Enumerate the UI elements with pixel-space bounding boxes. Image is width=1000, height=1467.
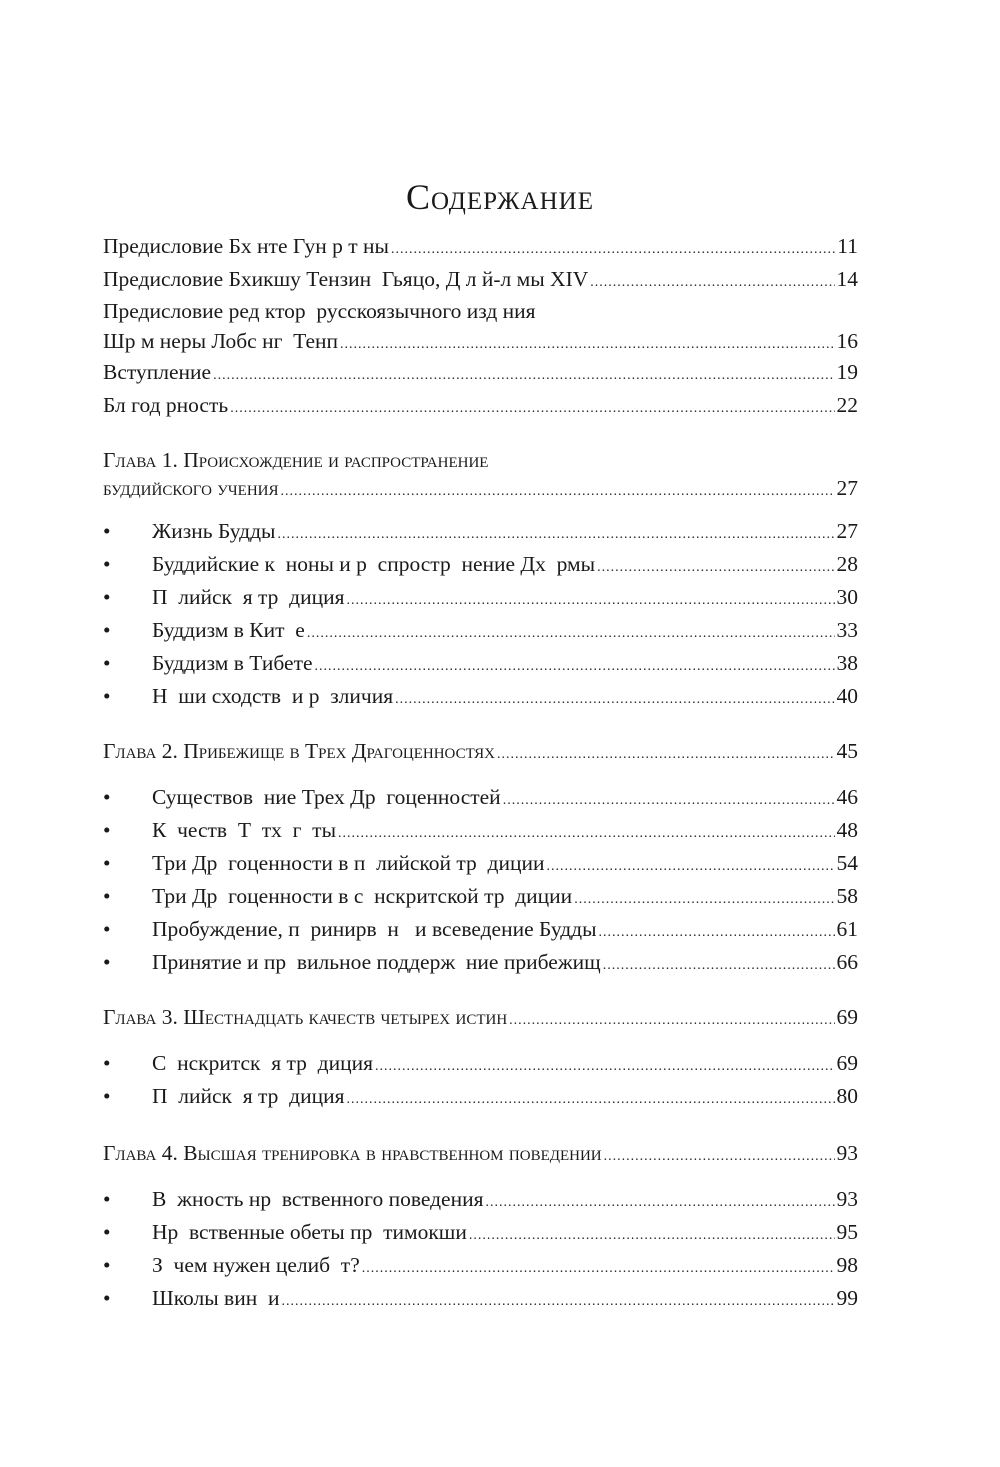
toc-entry[interactable] — [103, 263, 858, 296]
toc-subentry[interactable] — [103, 1282, 858, 1315]
toc-subentry[interactable] — [103, 1216, 858, 1249]
entry-label: Предисловие Бхикшу Тензин Гьяцо, Д л й-л мы XIV — [103, 267, 589, 291]
dot-leader — [604, 1137, 835, 1173]
entry-page: 30 — [836, 585, 858, 609]
toc-subentry[interactable] — [103, 847, 858, 880]
entry-label: • Жизнь Будды — [152, 519, 276, 543]
dot-leader — [574, 880, 834, 916]
entry-page: 58 — [836, 884, 858, 908]
entry-label: • С нскритск я тр диция — [152, 1051, 374, 1075]
entry-label-line1: Предисловие ред ктор русскоязычного изд ния — [103, 299, 536, 323]
toc-entry[interactable] — [103, 326, 858, 356]
dot-leader — [315, 647, 835, 683]
entry-page: 99 — [836, 1286, 858, 1310]
entry-label: • З чем нужен целиб т? — [152, 1253, 360, 1277]
dot-leader — [347, 581, 835, 617]
toc-subentry[interactable] — [103, 1183, 858, 1216]
entry-page: 93 — [836, 1187, 858, 1211]
entry-page: 69 — [836, 1051, 858, 1075]
dot-leader — [338, 814, 834, 850]
toc-subentry[interactable] — [103, 647, 858, 680]
entry-label: Бл год рность — [103, 393, 229, 417]
toc-subentry[interactable] — [103, 1249, 858, 1282]
dot-leader — [391, 230, 835, 266]
dot-leader — [509, 1001, 834, 1037]
entry-label: • Три Др гоценности в п лийской тр диции — [152, 851, 545, 875]
entry-label: Шр м неры Лобс нг Тенп — [103, 329, 339, 353]
chapter-page: 27 — [836, 476, 858, 500]
table-of-contents — [103, 230, 858, 1315]
dot-leader — [375, 1047, 834, 1083]
toc-entry[interactable] — [103, 230, 858, 263]
toc-subentry[interactable] — [103, 880, 858, 913]
entry-page: 98 — [836, 1253, 858, 1277]
entry-page: 16 — [836, 329, 858, 353]
dot-leader — [340, 326, 834, 360]
toc-subentry[interactable] — [103, 781, 858, 814]
chapter-title-line1: Глава 1. Происхождение и распространение — [103, 448, 489, 472]
entry-page: 38 — [836, 651, 858, 675]
toc-subentry[interactable] — [103, 548, 858, 581]
entry-page: 14 — [836, 267, 858, 291]
chapter-heading[interactable] — [103, 446, 858, 502]
entry-label: • Буддизм в Кит е — [152, 618, 305, 642]
dot-leader — [597, 548, 834, 584]
entry-label: • Н ши сходств и р зличия — [152, 684, 394, 708]
entry-label: • Нр вственные обеты пр тимокши — [152, 1220, 467, 1244]
toc-subentry[interactable] — [103, 614, 858, 647]
entry-page: 61 — [836, 917, 858, 941]
toc-subentry[interactable] — [103, 581, 858, 614]
entry-label: • Принятие и пр вильное поддерж ние прибежищ — [152, 950, 601, 974]
dot-leader — [497, 735, 834, 771]
entry-label: • Существов ние Трех Др гоценностей — [152, 785, 501, 809]
entry-page: 80 — [836, 1084, 858, 1108]
toc-entry[interactable] — [103, 356, 858, 389]
entry-page: 46 — [836, 785, 858, 809]
dot-leader — [546, 847, 834, 883]
dot-leader — [277, 515, 834, 551]
entry-page: 28 — [836, 552, 858, 576]
dot-leader — [281, 474, 835, 506]
chapter-page: 93 — [836, 1141, 858, 1165]
dot-leader — [503, 781, 835, 817]
chapter-page: 45 — [836, 739, 858, 763]
entry-label: • Пробуждение, п ринирв н и всеведение Будды — [152, 917, 597, 941]
entry-label: • Буддийские к ноны и р спростр нение Дх рмы — [152, 552, 596, 576]
entry-page: 22 — [836, 393, 858, 417]
chapter-title: Глава 4. Высшая тренировка в нравственном поведении — [103, 1141, 602, 1165]
toc-entry[interactable] — [103, 389, 858, 422]
entry-label: Вступление — [103, 360, 212, 384]
entry-label: • Школы вин и — [152, 1286, 280, 1310]
entry-page: 19 — [836, 360, 858, 384]
dot-leader — [281, 1282, 834, 1318]
toc-subentry[interactable] — [103, 913, 858, 946]
entry-page: 27 — [836, 519, 858, 543]
dot-leader — [362, 1249, 835, 1285]
chapter-page: 69 — [836, 1005, 858, 1029]
dot-leader — [599, 913, 835, 949]
entry-page: 54 — [836, 851, 858, 875]
chapter-title: буддийского учения — [103, 476, 279, 500]
entry-label: Предисловие Бх нте Гун р т ны — [103, 234, 389, 258]
entry-label: • К честв Т тх г ты — [152, 818, 337, 842]
entry-label: • П лийск я тр диция — [152, 585, 345, 609]
dot-leader — [603, 946, 835, 982]
toc-subentry[interactable] — [103, 680, 858, 713]
chapter-heading[interactable] — [103, 1137, 858, 1170]
entry-page: 66 — [836, 950, 858, 974]
dot-leader — [230, 389, 834, 425]
entry-page: 11 — [837, 234, 858, 258]
dot-leader — [307, 614, 835, 650]
dot-leader — [347, 1080, 835, 1116]
dot-leader — [590, 263, 834, 299]
entry-page: 33 — [836, 618, 858, 642]
entry-page: 40 — [836, 684, 858, 708]
chapter-title: Глава 2. Прибежище в Трех Драгоценностях — [103, 739, 496, 763]
entry-label: • Буддизм в Тибете — [152, 651, 313, 675]
entry-page: 48 — [836, 818, 858, 842]
entry-label: • Три Др гоценности в с нскритской тр диции — [152, 884, 573, 908]
page-title: Содержание — [405, 177, 594, 217]
toc-subentry[interactable] — [103, 814, 858, 847]
chapter-title: Глава 3. Шестнадцать качеств четырех истин — [103, 1005, 508, 1029]
entry-page: 95 — [836, 1220, 858, 1244]
dot-leader — [395, 680, 834, 716]
chapter-heading[interactable] — [103, 1001, 858, 1034]
dot-leader — [469, 1216, 835, 1252]
toc-subentry[interactable] — [103, 515, 858, 548]
toc-subentry[interactable] — [103, 1047, 858, 1080]
entry-label: • В жность нр вственного поведения — [152, 1187, 484, 1211]
dot-leader — [486, 1183, 835, 1219]
toc-subentry[interactable] — [103, 1080, 858, 1113]
chapter-heading[interactable] — [103, 735, 858, 768]
dot-leader — [213, 356, 834, 392]
toc-subentry[interactable] — [103, 946, 858, 979]
entry-label: • П лийск я тр диция — [152, 1084, 345, 1108]
